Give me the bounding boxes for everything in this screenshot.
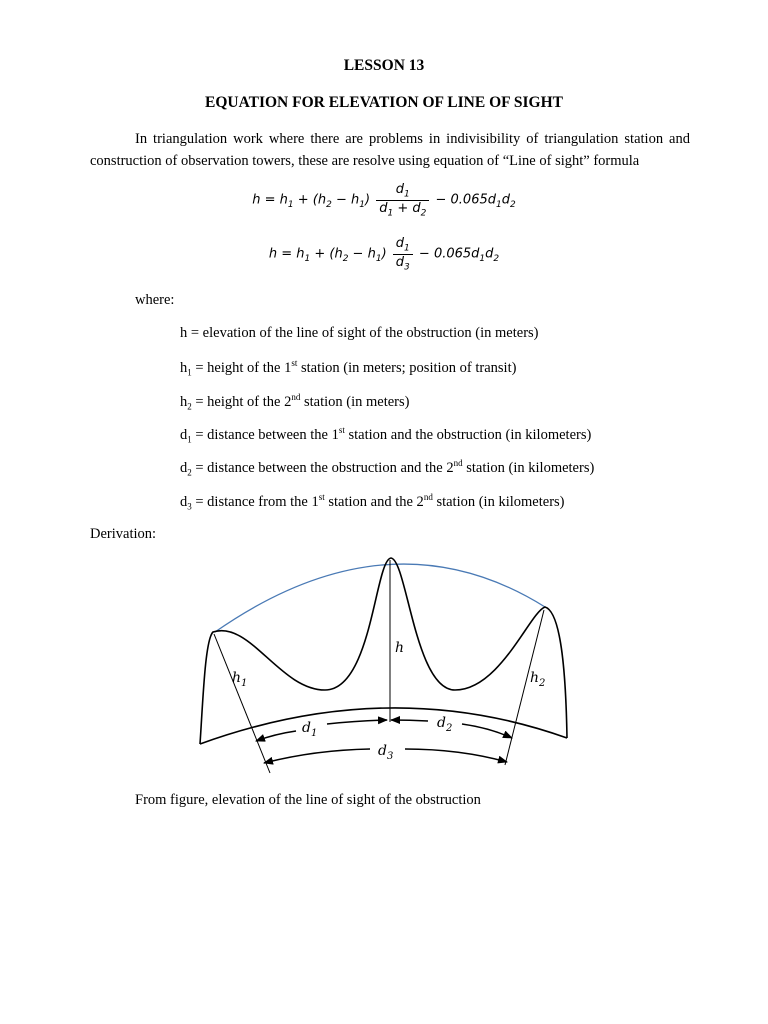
- label-h: h: [395, 640, 405, 656]
- line-of-sight-curve: [215, 564, 545, 632]
- closing-text: From figure, elevation of the line of sight of the obstruction: [135, 792, 481, 808]
- d1-arrow-right: [327, 720, 387, 724]
- equation-1-fraction: $\frac{d_1}{d_1 + d_2}$: [376, 182, 429, 218]
- label-h1: $h_1$: [232, 670, 248, 689]
- definition-h1: $h_1$ = height of the 1st station (in meters; position of transit): [180, 358, 517, 378]
- derivation-label: Derivation:: [90, 526, 157, 542]
- d2-arrow-left: [391, 720, 428, 721]
- definition-d1: $d_1$ = distance between the 1st station and the obstruction (in kilometers): [180, 425, 592, 445]
- line-of-sight-figure: [0, 545, 768, 780]
- label-d1: $d_1$: [302, 720, 318, 739]
- label-d3: $d_3$: [378, 743, 394, 762]
- equation-1: $h = h_1 + (h_2 - h_1)$ $\frac{d_1}{d_1 + d_2}$ − $0.065d_1d_2$: [252, 182, 516, 219]
- where-label: where:: [135, 292, 175, 308]
- definition-h: h = elevation of the line of sight of the obstruction (in meters): [180, 325, 539, 341]
- d3-arrow-left: [264, 749, 370, 763]
- lesson-title: LESSON 13: [343, 57, 425, 74]
- equation-2-fraction: $\frac{d_1}{d_3}$: [393, 236, 413, 272]
- d3-arrow-right: [405, 749, 507, 762]
- d1-arrow-left: [256, 731, 296, 741]
- definition-h2: $h_2$ = height of the 2nd station (in meters): [180, 392, 410, 412]
- section-title: EQUATION FOR ELEVATION OF LINE OF SIGHT: [205, 94, 563, 111]
- label-h2: $h_2$: [530, 670, 546, 689]
- station-1-height-line: [214, 634, 270, 773]
- definition-d3: $d_3$ = distance from the 1st station and the 2nd station (in kilometers): [180, 492, 565, 512]
- definition-d2: $d_2$ = distance between the obstruction and the 2nd station (in kilometers): [180, 458, 595, 478]
- label-d2: $d_2$: [437, 715, 453, 734]
- equation-2: $h = h_1 + (h_2 - h_1)$ $\frac{d_1}{d_3}$ − $0.065d_1d_2$: [268, 236, 500, 273]
- d2-arrow-right: [462, 724, 512, 738]
- terrain-profile: [200, 558, 567, 744]
- intro-paragraph: In triangulation work where there are problems in indivisibility of triangulation station and construction of observation towers, these are resolve using equation of “Line of sight” formula: [90, 131, 690, 169]
